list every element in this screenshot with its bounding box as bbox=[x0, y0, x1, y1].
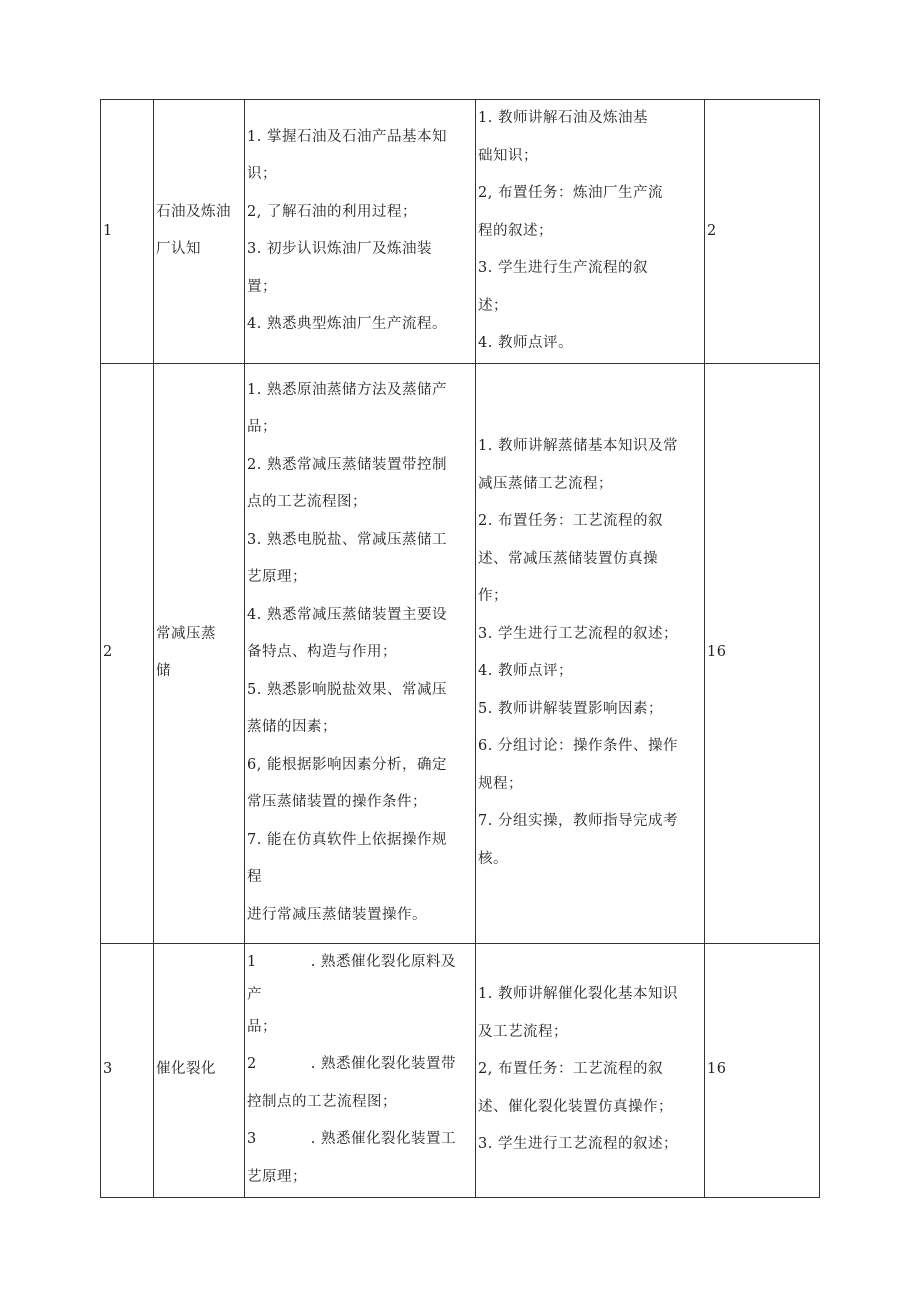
hours-cell: 2 bbox=[705, 100, 820, 364]
objectives-cell: 1. 掌握石油及石油产品基本知 识； 2, 了解石油的利用过程； 3. 初步认识炼油厂及炼油装 置； 4. 熟悉典型炼油厂生产流程。 bbox=[245, 100, 476, 364]
activities-cell: 1. 教师讲解石油及炼油基 础知识； 2, 布置任务：炼油厂生产流 程的叙述； 3. 学生进行生产流程的叙 述； 4. 教师点评。 bbox=[476, 100, 705, 364]
course-plan-table bbox=[100, 99, 820, 1198]
hours-cell: 16 bbox=[705, 943, 820, 1197]
objectives-cell: 1 . 熟悉催化裂化原料及 产 品； 2 . 熟悉催化裂化装置带 控制点的工艺流程图； 3 . 熟悉催化裂化装置工 艺原理； bbox=[245, 943, 476, 1197]
hours-cell: 16 bbox=[705, 363, 820, 943]
activities-cell: 1. 教师讲解蒸储基本知识及常 减压蒸储工艺流程； 2. 布置任务：工艺流程的叙 述、常减压蒸储装置仿真操 作； 3. 学生进行工艺流程的叙述； 4. 教师点评； 5. 教师讲解装置影响因素； 6. 分组讨论：操作条件、操作 规程； 7. 分组实操，教师指导完成考 核。 bbox=[476, 363, 705, 943]
objectives-cell: 1. 熟悉原油蒸储方法及蒸储产 品； 2. 熟悉常减压蒸储装置带控制 点的工艺流程图； 3. 熟悉电脱盐、常减压蒸储工 艺原理； 4. 熟悉常减压蒸储装置主要设 备特点、构造与作用； 5. 熟悉影响脱盐效果、常减压 蒸储的因素； 6, 能根据影响因素分析，确定 常压蒸储装置的操作条件； 7. 能在仿真软件上依据操作规 程 进行常减压蒸储装置操作。 bbox=[245, 363, 476, 943]
table-row bbox=[101, 363, 820, 943]
topic-cell: 常减压蒸 储 bbox=[154, 363, 245, 943]
activities-cell: 1. 教师讲解催化裂化基本知识 及工艺流程； 2, 布置任务：工艺流程的叙 述、催化裂化装置仿真操作； 3. 学生进行工艺流程的叙述； bbox=[476, 943, 705, 1197]
topic-cell: 石油及炼油 厂认知 bbox=[154, 100, 245, 364]
table-row bbox=[101, 943, 820, 1197]
topic-cell: 催化裂化 bbox=[154, 943, 245, 1197]
row-number: 3 bbox=[101, 943, 154, 1197]
row-number: 2 bbox=[101, 363, 154, 943]
table-row bbox=[101, 100, 820, 364]
row-number: 1 bbox=[101, 100, 154, 364]
